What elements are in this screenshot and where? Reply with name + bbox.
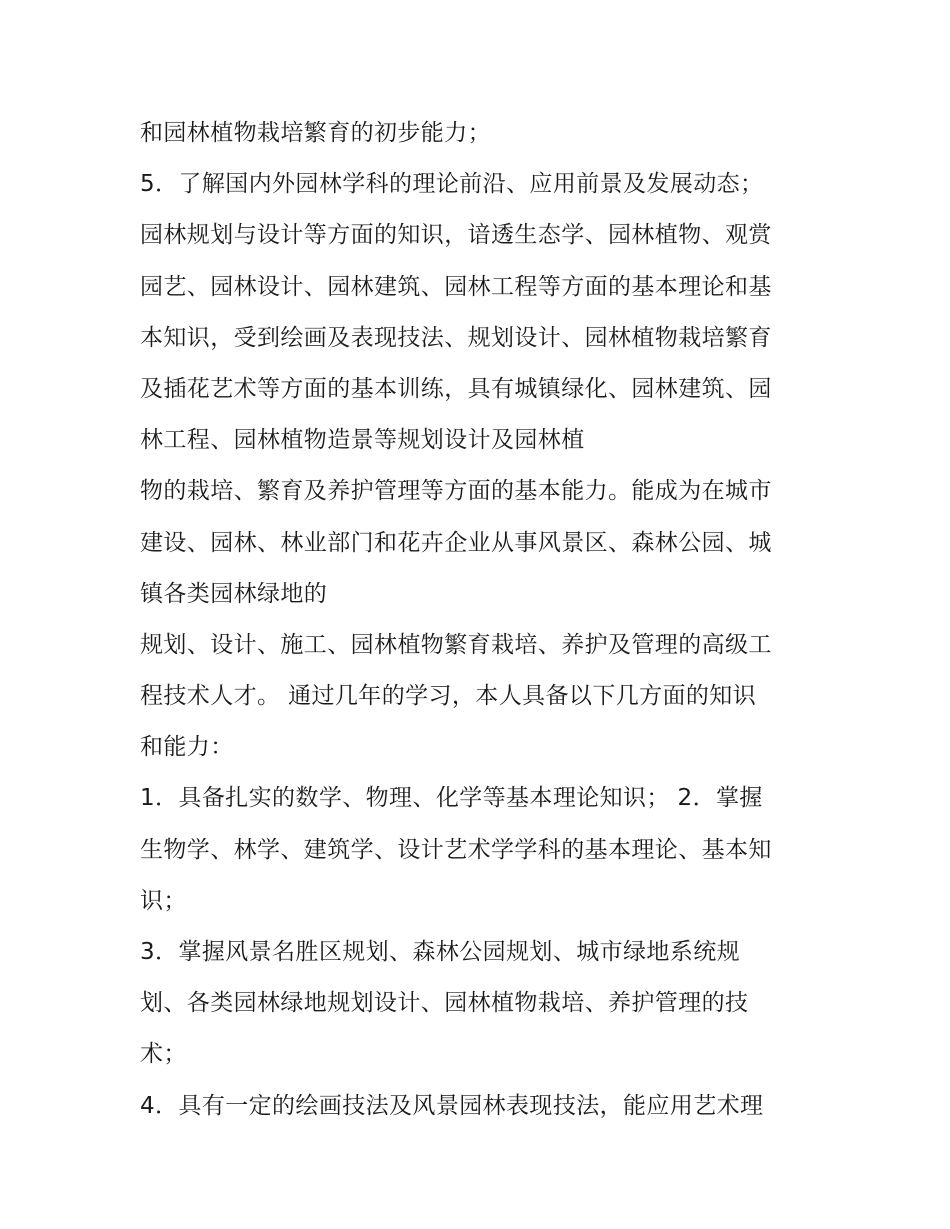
text-line: 程技术人才。 通过几年的学习，本人具备以下几方面的知识 xyxy=(140,683,757,710)
text-line: 和园林植物栽培繁育的初步能力； xyxy=(140,120,491,146)
text-line: 本知识，受到绘画及表现技法、规划设计、园林植物栽培繁育 xyxy=(140,324,772,351)
text-line: 4．具有一定的绘画技法及风景园林表现技法，能应用艺术理 xyxy=(140,1092,764,1119)
text-line: 和能力： xyxy=(140,734,234,761)
text-line: 生物学、林学、建筑学、设计艺术学学科的基本理论、基本知 xyxy=(140,836,772,863)
text-line: 5．了解国内外园林学科的理论前沿、应用前景及发展动态； xyxy=(140,171,764,198)
text-line: 镇各类园林绿地的 xyxy=(140,580,328,607)
text-line: 1．具备扎实的数学、物理、化学等基本理论知识； 2．掌握 xyxy=(140,785,763,812)
text-line: 划、各类园林绿地规划设计、园林植物栽培、养护管理的技 xyxy=(140,990,749,1017)
text-line: 识； xyxy=(140,887,187,914)
text-line: 规划、设计、施工、园林植物繁育栽培、养护及管理的高级工 xyxy=(140,631,772,658)
text-line: 3．掌握风景名胜区规划、森林公园规划、城市绿地系统规 xyxy=(140,939,741,965)
text-line: 物的栽培、繁育及养护管理等方面的基本能力。能成为在城市 xyxy=(140,478,772,505)
text-line: 林工程、园林植物造景等规划设计及园林植 xyxy=(140,427,585,454)
text-line: 建设、园林、林业部门和花卉企业从事风景区、森林公园、城 xyxy=(140,529,772,556)
text-line: 园林规划与设计等方面的知识，谙透生态学、园林植物、观赏 xyxy=(140,222,772,249)
body-text xyxy=(140,108,830,1132)
text-line: 及插花艺术等方面的基本训练，具有城镇绿化、园林建筑、园 xyxy=(140,375,772,402)
text-line: 术； xyxy=(140,1041,187,1068)
text-line: 园艺、园林设计、园林建筑、园林工程等方面的基本理论和基 xyxy=(140,273,772,300)
